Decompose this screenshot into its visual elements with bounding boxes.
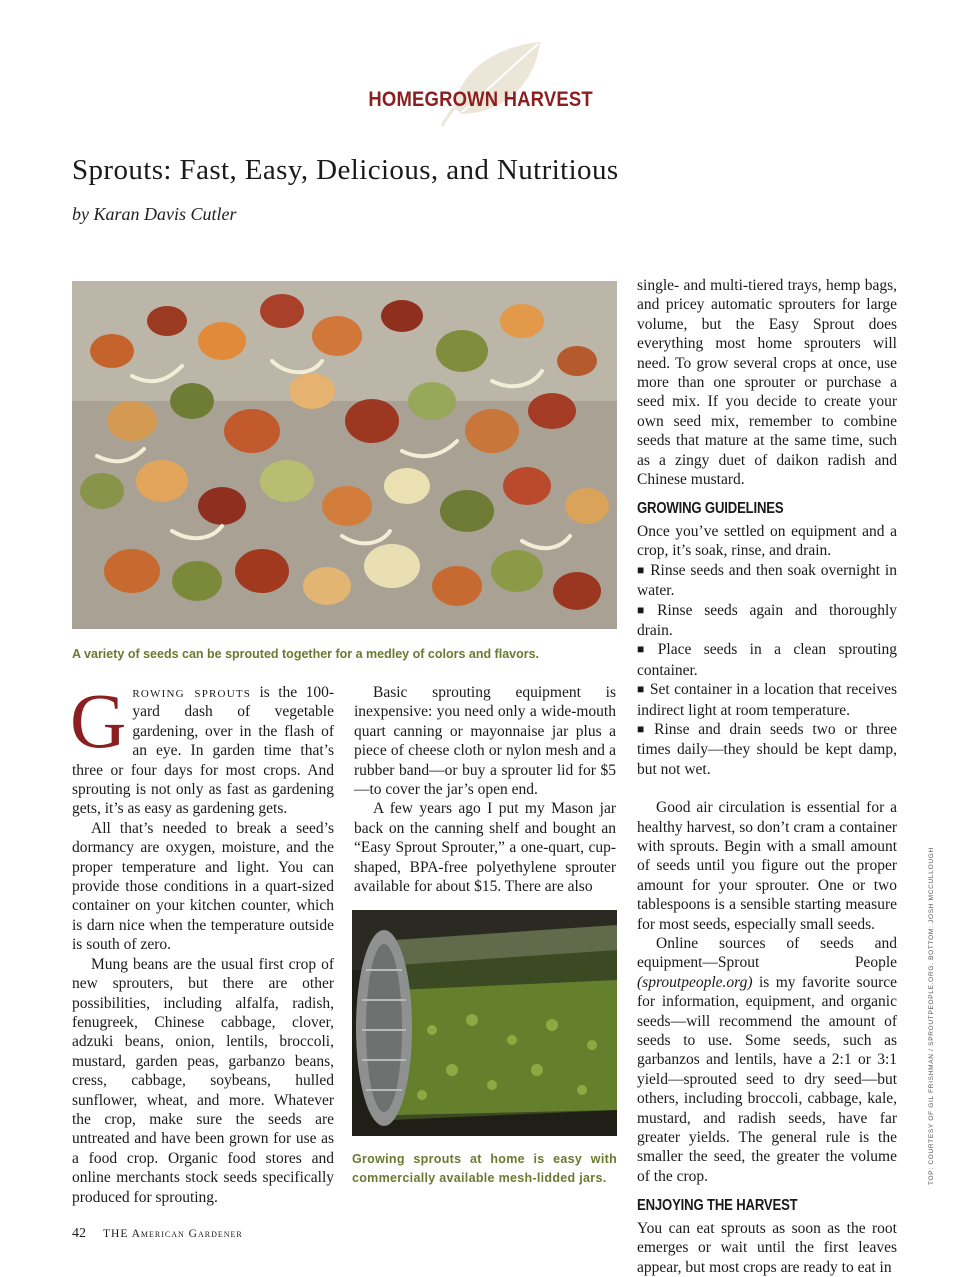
column-2	[354, 683, 616, 896]
col1-paragraph-1-text: is the 100-yard dash of vegetable gardening, over in the flash of an eye. In garden time that’s three or four days for most crops. And sprouting is not only as fast as gardening gets, it’s as easy as gardening gets.	[72, 684, 335, 818]
jar-photo-illustration	[352, 910, 617, 1136]
guideline-bullet: ■ Rinse seeds again and thoroughly drain.	[637, 601, 897, 641]
col2-paragraph-2: A few years ago I put my Mason jar back on the canning shelf and bought an “Easy Sprout Sprouter,” a one-quart, cup-shaped, BPA-free polyethylene sprouter available for about $15. There are also	[354, 800, 616, 896]
col3-paragraph-1: single- and multi-tiered trays, hemp bags, and pricey automatic sprouters for large volume, but the Easy Sprout does everything most home sprouters will need. To grow several crops at once, use more than one sprouter or purchase a seed mix. If you decide to create your own seed mix, remember to combine seeds that mature at the same time, such as a zingy duet of daikon radish and Chinese mustard.	[637, 277, 897, 489]
article-title: Sprouts: Fast, Easy, Delicious, and Nutritious	[72, 154, 619, 186]
photo-credit: TOP: COURTESY OF GIL FRISHMAN / SPROUTPEOPLE.ORG. BOTTOM: JOSH MCCULLOUGH	[928, 847, 935, 1185]
subhead-enjoying-harvest: ENJOYING THE HARVEST	[637, 1197, 798, 1215]
sprouts-photo-illustration	[72, 281, 617, 629]
col1-paragraph-2: All that’s needed to break a seed’s dormancy are oxygen, moisture, and the proper temperature and light. You can provide those conditions in a quart-sized container on your kitchen counter, which is darn nice when the temperature outside is south of zero.	[72, 819, 334, 954]
col3-paragraph-3: Good air circulation is essential for a healthy harvest, so don’t cram a container with sprouts. Begin with a small amount of seeds until you figure out the proper amount for your sprouter. One or two tablespoons is a sensible starting measure for most seeds, especially small seeds.	[637, 799, 897, 933]
guideline-bullet: ■ Rinse and drain seeds two or three times daily—they should be kept damp, but not wet.	[637, 720, 897, 779]
jar-photo	[352, 910, 617, 1136]
sprouts-photo	[72, 281, 617, 629]
column-1	[70, 677, 335, 1207]
sprouts-photo-caption: A variety of seeds can be sprouted together for a medley of colors and flavors.	[72, 647, 540, 661]
byline: by Karan Davis Cutler	[72, 204, 237, 224]
guideline-bullet: ■ Set container in a location that receives indirect light at room temperature.	[637, 680, 897, 720]
lead-in: rowing sprouts	[132, 684, 252, 701]
col3-paragraph-4-text: Online sources of seeds and equipment—Sprout People	[637, 935, 897, 972]
section-title: HOMEGROWN HARVEST	[368, 88, 593, 111]
col1-paragraph-1	[70, 677, 335, 819]
col3-paragraph-4	[637, 934, 897, 1186]
drop-cap: G	[70, 677, 127, 764]
guideline-bullet: ■ Place seeds in a clean sprouting container.	[637, 640, 897, 680]
sproutpeople-link[interactable]: (sproutpeople.org)	[637, 973, 753, 991]
col2-paragraph-1: Basic sprouting equipment is inexpensive: you need only a wide-mouth quart canning or mayonnaise jar plus a piece of cheese cloth or nylon mesh and a rubber band—or buy a sprouter lid for $5—to cover the jar’s open end.	[354, 684, 616, 799]
col3-paragraph-4-text-end: is my favorite source for information, equipment, and organic seeds—will recommend the amount of seeds to use. Some seeds, such as garbanzos and lentils, have a 2:1 or 3:1 yield—sprouted seed to dry seed—but others, including broccoli, cabbage, kale, mustard, and radish seeds, have far greater yields. The general rule is the smaller the seed, the greater the volume of the crop.	[637, 973, 897, 1185]
subhead-growing-guidelines: GROWING GUIDELINES	[637, 500, 784, 518]
leaf-icon	[440, 38, 550, 128]
publication-name: THE American Gardener	[103, 1228, 243, 1240]
page-number: 42	[72, 1226, 86, 1241]
guideline-bullet: ■ Rinse seeds and then soak overnight in water.	[637, 561, 897, 601]
spacer	[637, 779, 897, 798]
col1-paragraph-3: Mung beans are the usual first crop of new sprouters, but there are other possibilities, including alfalfa, radish, fenugreek, Chinese cabbage, clover, adzuki beans, onion, lentils, broccoli, mustard, garden peas, garbanzo beans, cress, cabbage, soybeans, hulled sunflower, wheat, and more. Whatever the crop, make sure the seeds are untreated and have been grown for use as a food crop. Organic food stores and online merchants stock seeds specifically produced for sprouting.	[72, 955, 334, 1206]
jar-photo-caption: Growing sprouts at home is easy with commercially available mesh-lidded jars.	[352, 1152, 617, 1185]
col3-paragraph-5: You can eat sprouts as soon as the root emerges or wait until the first leaves appear, but most crops are ready to eat in	[637, 1219, 897, 1276]
column-3	[637, 276, 897, 1277]
col3-paragraph-2: Once you’ve settled on equipment and a crop, it’s soak, rinse, and drain.	[637, 522, 897, 560]
